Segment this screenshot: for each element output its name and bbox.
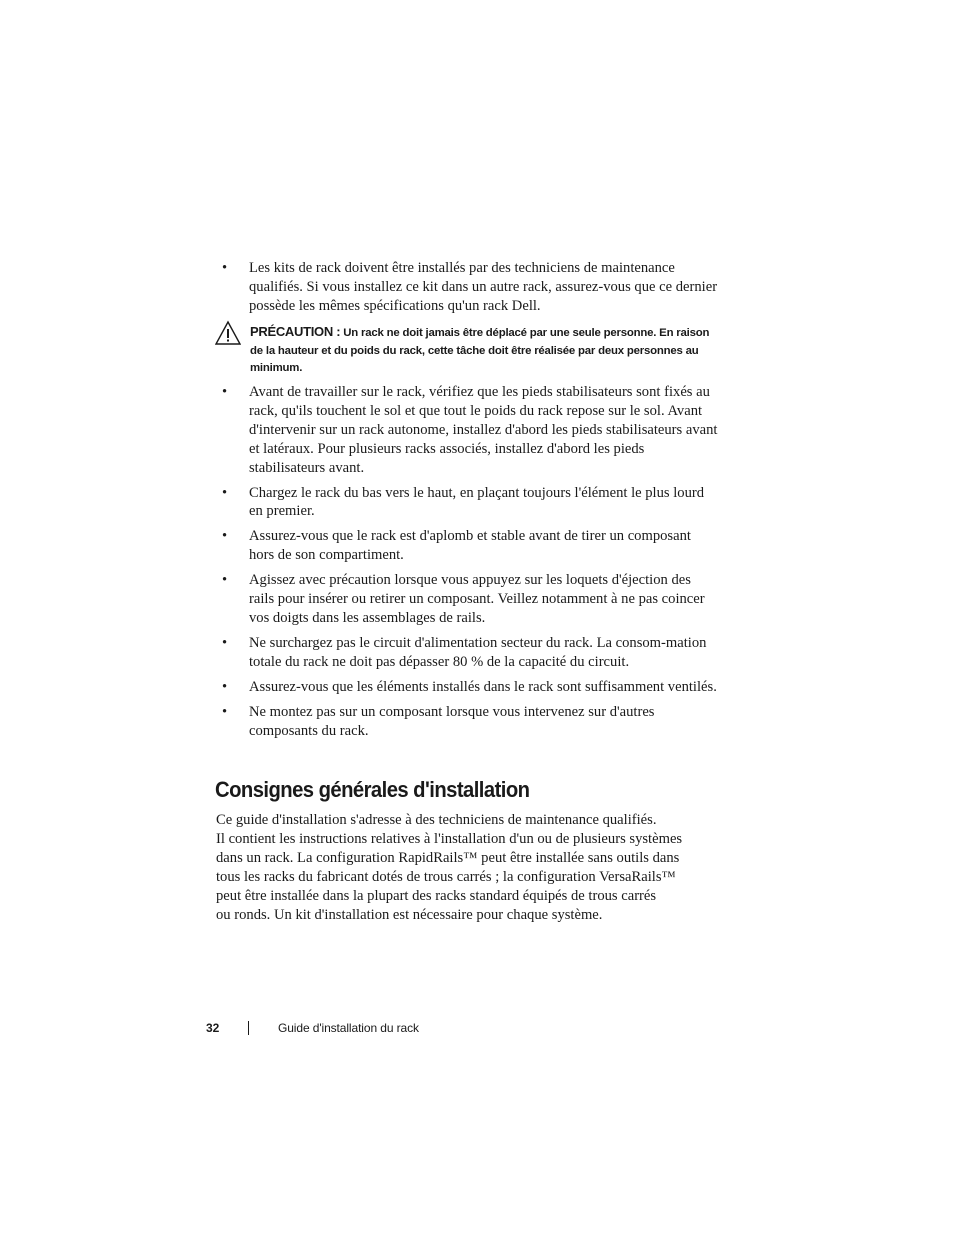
bullet-marker: • xyxy=(222,528,228,545)
list-item xyxy=(222,259,722,316)
list-item xyxy=(222,703,722,741)
bullet-marker: • xyxy=(222,678,228,695)
bullet-marker: • xyxy=(222,384,228,400)
bullet-marker: • xyxy=(222,260,228,276)
section-heading: Consignes générales d'installation xyxy=(215,777,530,802)
bullet-list-top xyxy=(222,259,722,322)
paragraph-line: dans un rack. La configuration RapidRails™ peut être installée sans outils dans xyxy=(216,849,680,866)
bullet-text: Assurez-vous que les éléments installés dans le rack sont suffisamment ventilés. xyxy=(249,678,717,695)
paragraph-line: peut être installée dans la plupart des racks standard équipés de trous carrés xyxy=(216,887,657,904)
list-item xyxy=(222,484,722,522)
page-number: 32 xyxy=(206,1021,220,1035)
footer-title: Guide d'installation du rack xyxy=(278,1021,419,1035)
caution-body: Un rack ne doit jamais être déplacé par une seule personne. En raison de la hauteur et du poids du rack, cette tâche doit être réalisée par deux personnes au minimum. xyxy=(250,327,710,375)
warning-triangle-icon xyxy=(215,320,241,346)
bullet-text: Les kits de rack doivent être installés par des techniciens de maintenance qualifiés. Si vous installez ce kit dans un autre rack, assurez-vous que ce dernier possède les mêmes spécifications qu'un rack Dell. xyxy=(249,260,718,314)
bullet-text: Avant de travailler sur le rack, vérifiez que les pieds stabilisateurs sont fixés au rack, qu'ils touchent le sol et que tout le poids du rack repose sur le sol. Avant d'intervenir sur un rack autonome, installez d'abord les pieds stabilisateurs avant et latéraux. Pour plusieurs racks associés, installez d'abord les pieds stabilisateurs avant. xyxy=(249,384,718,476)
footer-separator xyxy=(248,1021,249,1035)
paragraph-line: ou ronds. Un kit d'installation est nécessaire pour chaque système. xyxy=(216,906,603,923)
paragraph-line: Ce guide d'installation s'adresse à des techniciens de maintenance qualifiés. xyxy=(216,812,657,828)
bullet-text: Assurez-vous que le rack est d'aplomb et stable avant de tirer un composant hors de son compartiment. xyxy=(249,528,691,564)
caution-label: PRÉCAUTION : xyxy=(250,324,341,339)
list-item xyxy=(222,571,722,628)
bullet-text: Chargez le rack du bas vers le haut, en plaçant toujours l'élément le plus lourd en premier. xyxy=(249,484,705,520)
list-item xyxy=(222,678,722,697)
bullet-text: Agissez avec précaution lorsque vous appuyez sur les loquets d'éjection des rails pour insérer ou retirer un composant. Veillez notamment à ne pas coincer vos doigts dans les assemblages de rails. xyxy=(249,572,705,626)
bullet-text: Ne montez pas sur un composant lorsque vous intervenez sur d'autres composants du rack. xyxy=(249,703,655,739)
bullet-marker: • xyxy=(222,484,228,501)
paragraph-line: Il contient les instructions relatives à l'installation d'un ou de plusieurs systèmes xyxy=(216,830,683,847)
bullet-marker: • xyxy=(222,572,228,589)
bullet-marker: • xyxy=(222,634,228,651)
bullet-text: Ne surchargez pas le circuit d'alimentation secteur du rack. La consom-mation totale du rack ne doit pas dépasser 80 % de la capacité du circuit. xyxy=(249,634,707,670)
bullet-list-safety xyxy=(222,383,722,746)
caution-text xyxy=(250,323,710,378)
list-item xyxy=(222,383,722,478)
list-item xyxy=(222,634,722,672)
list-item xyxy=(222,527,722,565)
paragraph-line: tous les racks du fabricant dotés de trous carrés ; la configuration VersaRails™ xyxy=(216,868,676,885)
bullet-marker: • xyxy=(222,703,228,720)
section-paragraph xyxy=(216,811,716,924)
